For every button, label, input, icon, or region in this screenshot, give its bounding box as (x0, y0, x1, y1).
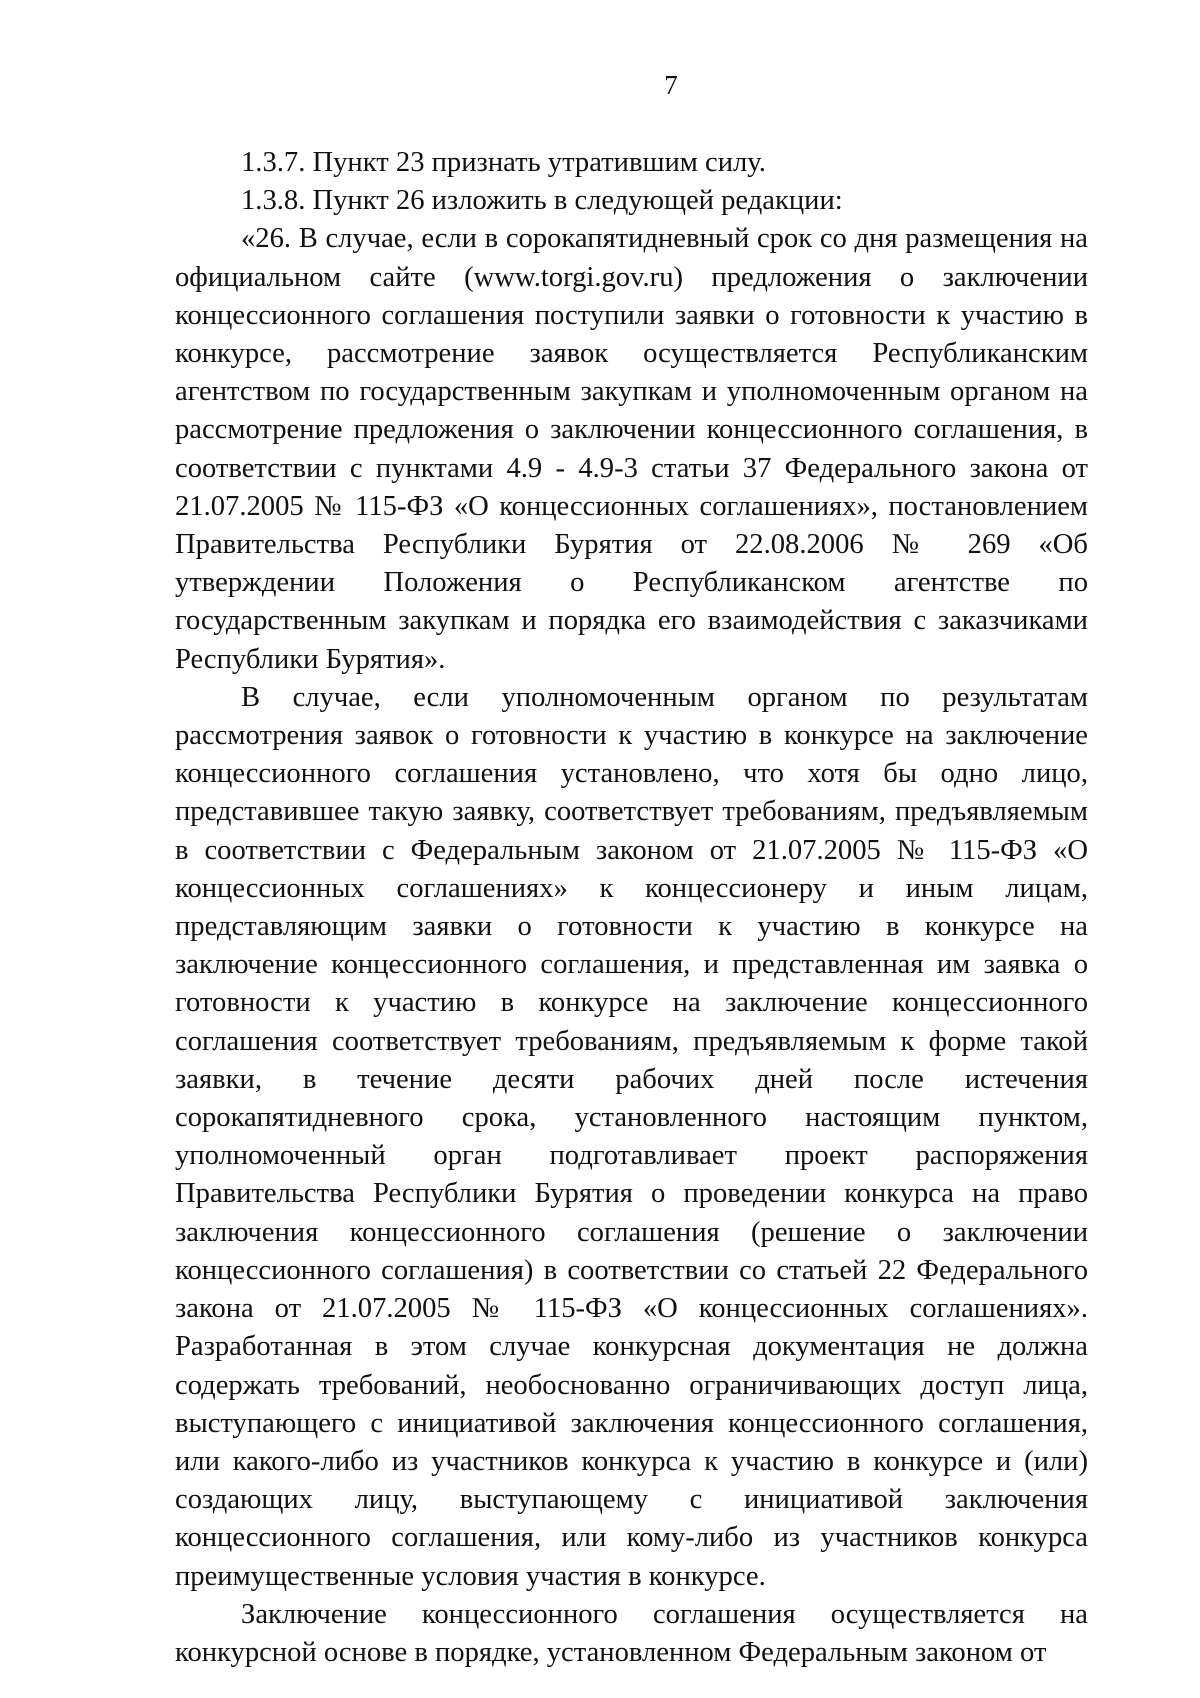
paragraph-conclusion: Заключение концессионного соглашения осуществляется на конкурсной основе в порядке, установленном Федеральным законом от (175, 1598, 1088, 1668)
document-body (175, 144, 1088, 1672)
paragraph-authorized-body: В случае, если уполномоченным органом по результатам рассмотрения заявок о готовности к участию в конкурсе на заключение концессионного соглашения установлено, что хотя бы одно лицо, представившее такую заявку, соответствует требованиям, предъявляемым в соответствии с Федеральным законом от 21.07.2005 № 115-ФЗ «О концессионных соглашениях» к концессионеру и иным лицам, представляющим заявки о готовности к участию в конкурсе на заключение концессионного соглашения, и представленная им заявка о готовности к участию в конкурсе на заключение концессионного соглашения соответствует требованиям, предъявляемым к форме такой заявки, в течение десяти рабочих дней после истечения сорокапятидневного срока, установленного настоящим пунктом, уполномоченный орган подготавливает проект распоряжения Правительства Республики Бурятия о проведении конкурса на право заключения концессионного соглашения (решение о заключении концессионного соглашения) в соответствии со статьей 22 Федерального закона от 21.07.2005 № 115-ФЗ «О концессионных соглашениях». Разработанная в этом случае конкурсная документация не должна содержать требований, необоснованно ограничивающих доступ лица, выступающего с инициативой заключения концессионного соглашения, или какого-либо из участников конкурса к участию в конкурсе и (или) создающих лицу, выступающему с инициативой заключения концессионного соглашения, или кому-либо из участников конкурса преимущественные условия участия в конкурсе. (175, 681, 1088, 1592)
paragraph-1-3-7: 1.3.7. Пункт 23 признать утратившим силу. (241, 147, 766, 178)
paragraph-clause-26: «26. В случае, если в сорокапятидневный срок со дня размещения на официальном сайте (www.torgi.gov.ru) предложения о заключении концессионного соглашения поступили заявки о готовности к участию в конкурсе, рассмотрение заявок осуществляется Республиканским агентством по государственным закупкам и уполномоченным органом на рассмотрение предложения о заключении концессионного соглашения, в соответствии с пунктами 4.9 - 4.9-3 статьи 37 Федерального закона от 21.07.2005 № 115-ФЗ «О концессионных соглашениях», постановлением Правительства Республики Бурятия от 22.08.2006 № 269 «Об утверждении Положения о Республиканском агентстве по государственным закупкам и порядка его взаимодействия с заказчиками Республики Бурятия». (175, 223, 1088, 675)
paragraph-1-3-8: 1.3.8. Пункт 26 изложить в следующей редакции: (241, 185, 843, 217)
page-number: 7 (664, 70, 678, 100)
